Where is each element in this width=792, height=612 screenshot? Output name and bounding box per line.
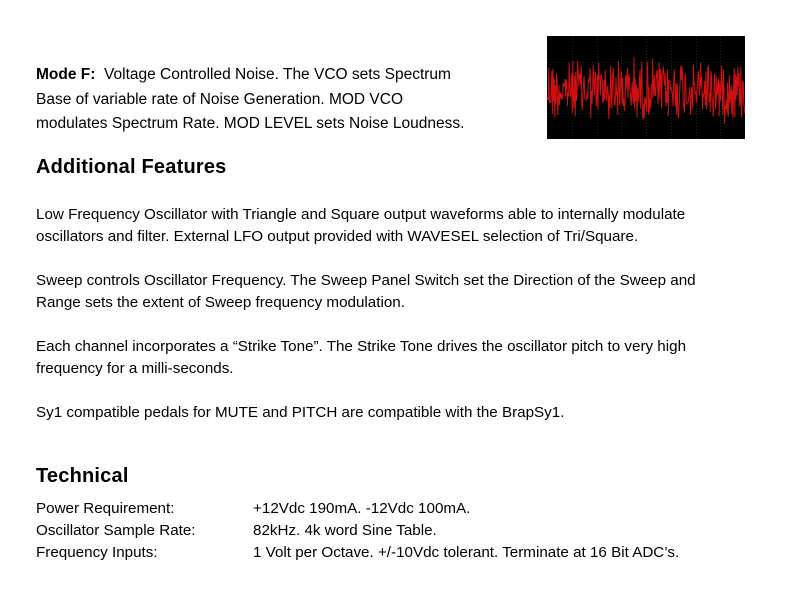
mode-f-label: Mode F: xyxy=(36,66,96,83)
spec-label: Oscillator Sample Rate: xyxy=(36,522,196,539)
feature-paragraph-strike-tone xyxy=(36,336,761,380)
paragraph-line: Each channel incorporates a “Strike Tone”. The Strike Tone drives the oscillator pitch to very high xyxy=(36,338,687,355)
mode-f-description xyxy=(36,63,536,137)
mode-f-line-1 xyxy=(36,63,536,88)
feature-paragraph-lfo xyxy=(36,204,761,248)
mode-f-line-3: modulates Spectrum Rate. MOD LEVEL sets Noise Loudness. xyxy=(36,115,465,132)
paragraph-line: Low Frequency Oscillator with Triangle and Square output waveforms able to internally modulate xyxy=(36,206,686,223)
paragraph-line: frequency for a milli-seconds. xyxy=(36,360,234,377)
spec-value: 82kHz. 4k word Sine Table. xyxy=(253,522,437,539)
spec-value: +12Vdc 190mA. -12Vdc 100mA. xyxy=(253,500,471,517)
spec-label: Frequency Inputs: xyxy=(36,544,158,561)
spec-value: 1 Volt per Octave. +/-10Vdc tolerant. Terminate at 16 Bit ADC’s. xyxy=(253,544,680,561)
noise-waveform-graphic xyxy=(547,36,745,139)
paragraph-line: Range sets the extent of Sweep frequency modulation. xyxy=(36,294,405,311)
paragraph-line: Sy1 compatible pedals for MUTE and PITCH are compatible with the BrapSy1. xyxy=(36,404,565,421)
technical-heading: Technical xyxy=(36,465,129,487)
spec-row-sample-rate xyxy=(36,520,679,542)
spec-row-power xyxy=(36,498,679,520)
technical-specs-table xyxy=(36,498,679,564)
spec-label: Power Requirement: xyxy=(36,500,175,517)
noise-oscilloscope-image xyxy=(547,36,745,139)
feature-paragraph-sweep xyxy=(36,270,761,314)
spec-row-frequency-inputs xyxy=(36,542,679,564)
paragraph-line: Sweep controls Oscillator Frequency. The Sweep Panel Switch set the Direction of the Sweep and xyxy=(36,272,696,289)
feature-paragraph-pedals xyxy=(36,402,761,424)
mode-f-line-1-text: Voltage Controlled Noise. The VCO sets Spectrum xyxy=(104,66,451,83)
mode-f-line-2: Base of variable rate of Noise Generation. MOD VCO xyxy=(36,90,403,108)
additional-features-heading: Additional Features xyxy=(36,156,227,178)
paragraph-line: oscillators and filter. External LFO output provided with WAVESEL selection of Tri/Square. xyxy=(36,228,639,245)
